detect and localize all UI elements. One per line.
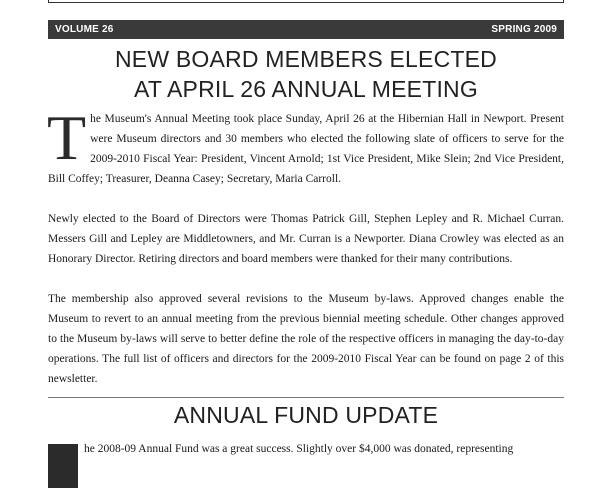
issue-label: SPRING 2009 (491, 24, 557, 35)
header-frame (48, 0, 564, 3)
issue-banner (48, 20, 564, 39)
volume-label: VOLUME 26 (55, 24, 114, 35)
section-divider (48, 397, 564, 398)
drop-cap: T (47, 102, 87, 173)
article-paragraph-1 (47, 102, 564, 189)
paragraph-1-text: he Museum's Annual Meeting took place Sunday, April 26 at the Hibernian Hall in Newport. Present were Museum directors and 30 members who elected the following slate of officers to serve for the 2009-2010 Fiscal Year: President, Vincent Arnold; 1st Vice President, Mike Slein; 2nd Vice President, Bill Coffey; Treasurer, Deanna Casey; Secretary, Maria Carroll. (48, 113, 564, 185)
section-headline-annual-fund: ANNUAL FUND UPDATE (173, 402, 439, 428)
article-headline-line2: AT APRIL 26 ANNUAL MEETING (134, 76, 478, 102)
article-headline-line1: NEW BOARD MEMBERS ELECTED (115, 46, 497, 72)
article-paragraph-2: Newly elected to the Board of Directors were Thomas Patrick Gill, Stephen Lepley and R. Michael Curran. Messers Gill and Lepley are Middletowners, and Mr. Curran is a Newporter. Diana Crowley was elected as an Honorary Director. Retiring directors and board members were thanked for their many contributions. (48, 213, 564, 265)
annual-fund-paragraph (48, 439, 564, 488)
drop-cap-block (48, 444, 78, 488)
annual-fund-text: he 2008-09 Annual Fund was a great success. Slightly over $4,000 was donated, representing (84, 443, 514, 455)
article-paragraph-3: The membership also approved several revisions to the Museum by-laws. Approved changes enable the Museum to revert to an annual meeting from the previous biennial meeting schedule. Other changes approved to the Museum by-laws will serve to better define the role of the respective officers in managing the day-to-day operations. The full list of officers and directors for the 2009-2010 Fiscal Year can be found on page 2 of this newsletter. (48, 293, 564, 385)
